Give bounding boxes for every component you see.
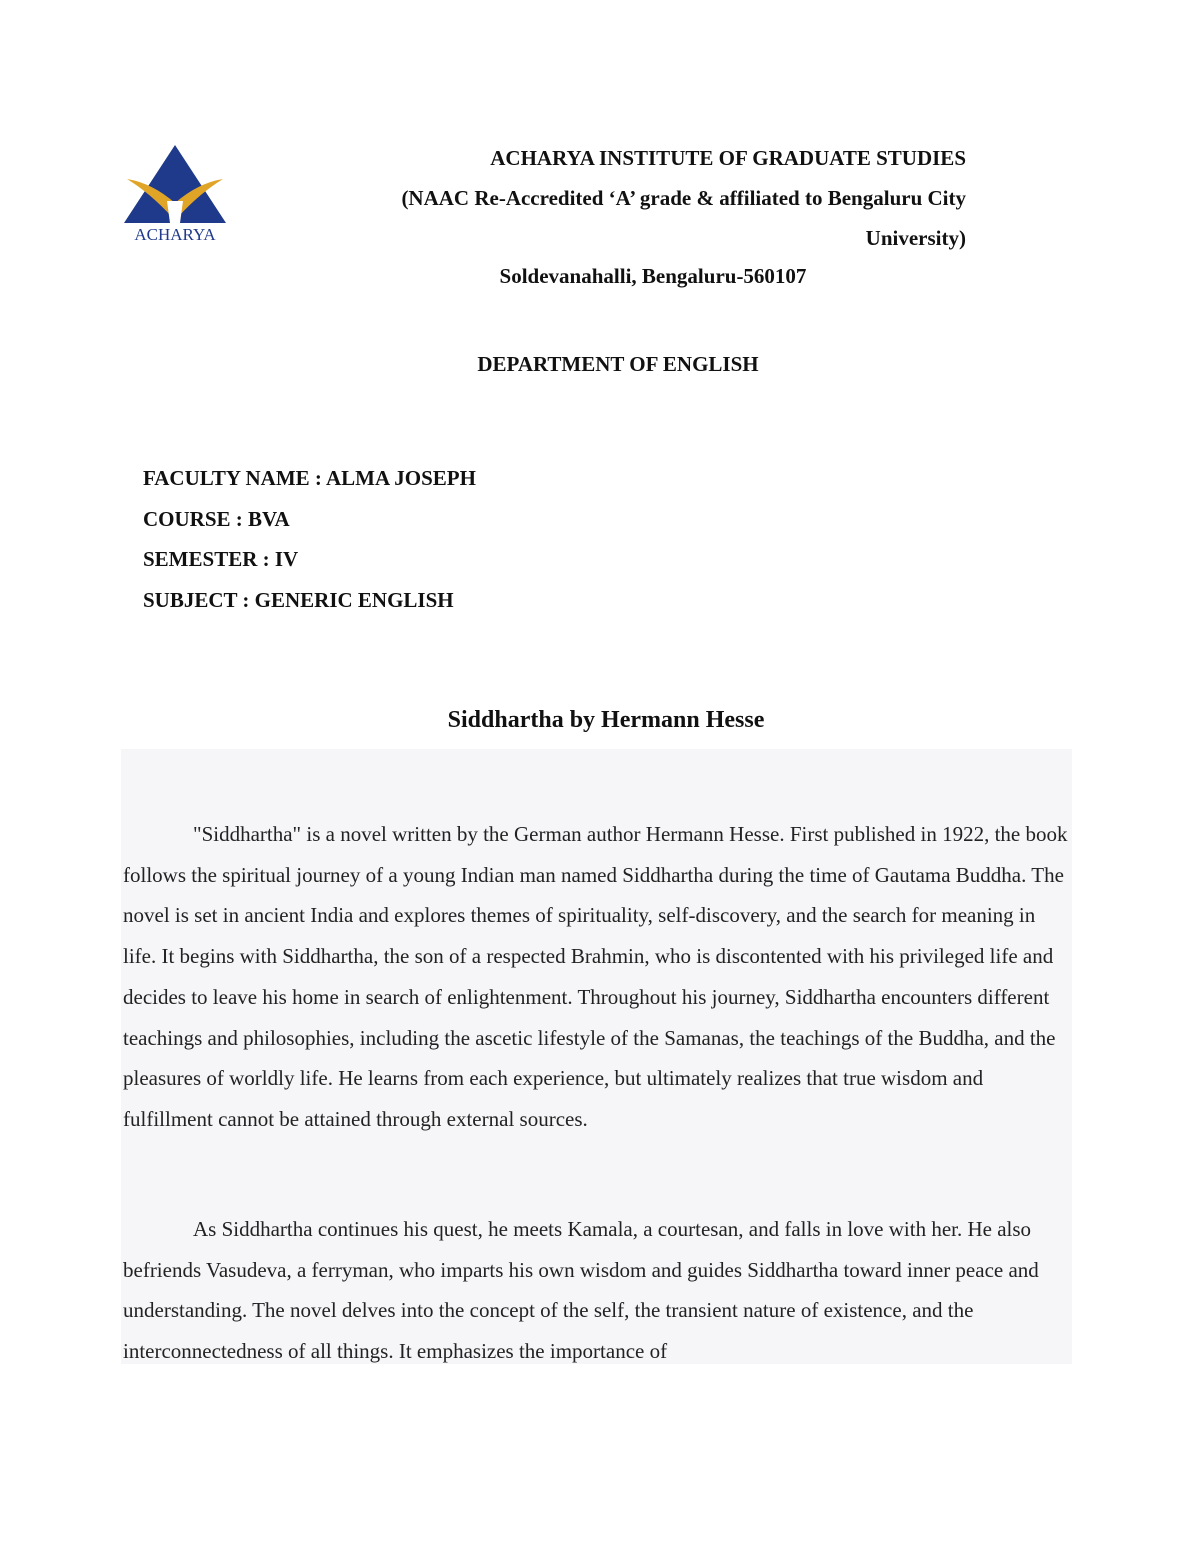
department-title: DEPARTMENT OF ENGLISH	[477, 352, 759, 376]
institute-name: ACHARYA INSTITUTE OF GRADUATE STUDIES	[490, 146, 966, 170]
essay-paragraph-1: "Siddhartha" is a novel written by the German author Hermann Hesse. First published in 1922, the book follows the spiritual journey of a young Indian man named Siddhartha during the time of Gautama Buddha. The novel is set in ancient India and explores themes of spirituality, self-discovery, and the search for meaning in life. It begins with Siddhartha, the son of a respected Brahmin, who is discontented with his privileged life and decides to leave his home in search of enlightenment. Throughout his journey, Siddhartha encounters different teachings and philosophies, including the ascetic lifestyle of the Samanas, the teachings of the Buddha, and the pleasures of worldly life. He learns from each experience, but ultimately realizes that true wisdom and fulfillment cannot be attained through external sources.	[123, 822, 1068, 1131]
essay-paragraph-2: As Siddhartha continues his quest, he meets Kamala, a courtesan, and falls in love with her. He also befriends Vasudeva, a ferryman, who imparts his own wisdom and guides Siddhartha toward inner peace and understanding. The novel delves into the concept of the self, the transient nature of existence, and the interconnectedness of all things. It emphasizes the importance of	[123, 1217, 1039, 1364]
semester: SEMESTER : IV	[143, 547, 299, 572]
acharya-logo	[122, 143, 228, 243]
faculty-name: FACULTY NAME : ALMA JOSEPH	[143, 466, 476, 490]
institute-address: Soldevanahalli, Bengaluru-560107	[499, 264, 807, 288]
course: COURSE : BVA	[143, 506, 290, 531]
institute-header	[320, 138, 966, 258]
course-details	[143, 458, 476, 621]
essay-title: Siddhartha by Hermann Hesse	[447, 707, 765, 733]
accreditation-line-1: (NAAC Re-Accredited ‘A’ grade & affiliated to Bengaluru City	[401, 186, 966, 210]
accreditation-line-2: University)	[865, 226, 966, 250]
essay-body	[121, 749, 1072, 1364]
logo-wordmark: ACHARYA	[134, 225, 216, 243]
subject: SUBJECT : GENERIC ENGLISH	[143, 588, 454, 613]
